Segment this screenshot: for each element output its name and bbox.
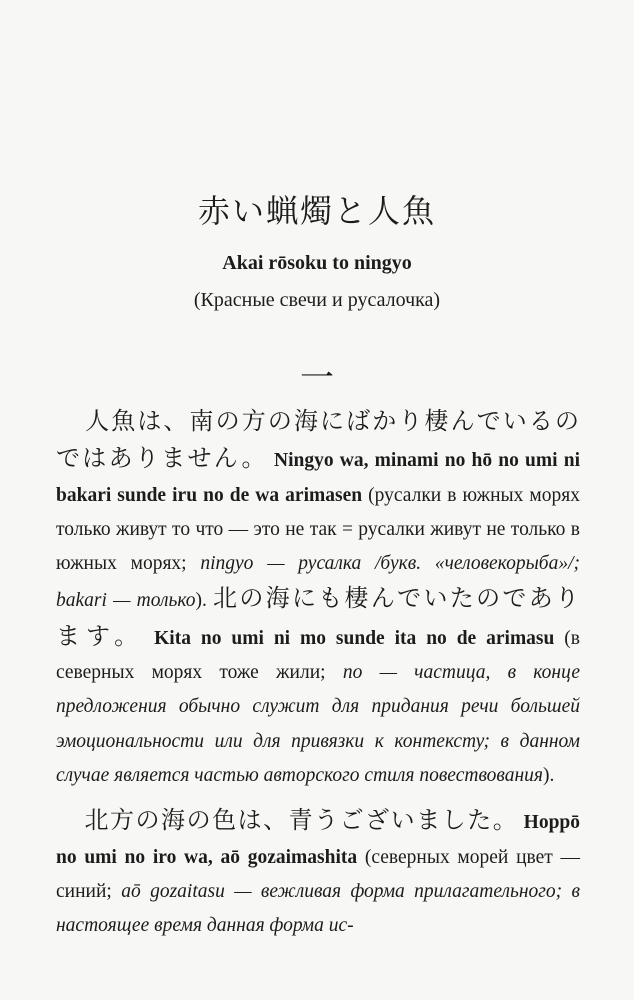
p1-gloss-1a: (русалки в южных морях только живут то что — это не так = русалки живут не только в южных морях;: [56, 484, 580, 575]
p1-gloss-2a: (в северных морях тоже жили;: [56, 627, 580, 684]
p2-term-1: aō gozaitasu — вежливая форма прилагательного; в настоящее время данная форма ис-: [56, 880, 580, 937]
p1-gloss-2b: ).: [542, 764, 555, 786]
japanese-title: 赤い蝋燭と人魚: [197, 192, 436, 230]
paragraph-2: [56, 803, 580, 943]
p1-gloss-1b: ).: [195, 590, 214, 612]
p1-term-1: ningyo — русалка /букв. «человекорыба»/; bakari — только: [56, 553, 580, 612]
p2-romaji-1: Hoppō no umi no iro wa, aō gozaimashita: [56, 812, 581, 868]
p1-romaji-2: Kita no umi ni mo sunde ita no de arimasu: [154, 627, 555, 649]
chapter-number: 一: [300, 358, 334, 398]
p1-japanese-sentence-2: 北の海にも棲んでいたのであります。: [56, 584, 581, 650]
russian-title: (Красные свечи и русалочка): [193, 289, 441, 311]
p1-japanese-sentence-1: 人魚は、南の方の海にばかり棲んでいるのではありません。: [56, 407, 580, 473]
p2-gloss-1a: (северных морей цвет — синий;: [56, 846, 580, 902]
romaji-title: Akai rōsoku to ningyo: [222, 252, 412, 274]
p1-term-2: no — частица, в конце предложения обычно служит для придания речи большей эмоциональности или для привязки к контексту; в данном случае является частью авторского стиля повествования: [56, 662, 580, 786]
p2-japanese-sentence-1: 北方の海の色は、青うございました。: [84, 806, 519, 835]
body-text: [56, 404, 580, 943]
paragraph-1: [56, 404, 580, 793]
p1-romaji-1: Ningyo wa, minami no hō no umi ni bakari sunde iru no de wa arimasen: [56, 450, 580, 506]
